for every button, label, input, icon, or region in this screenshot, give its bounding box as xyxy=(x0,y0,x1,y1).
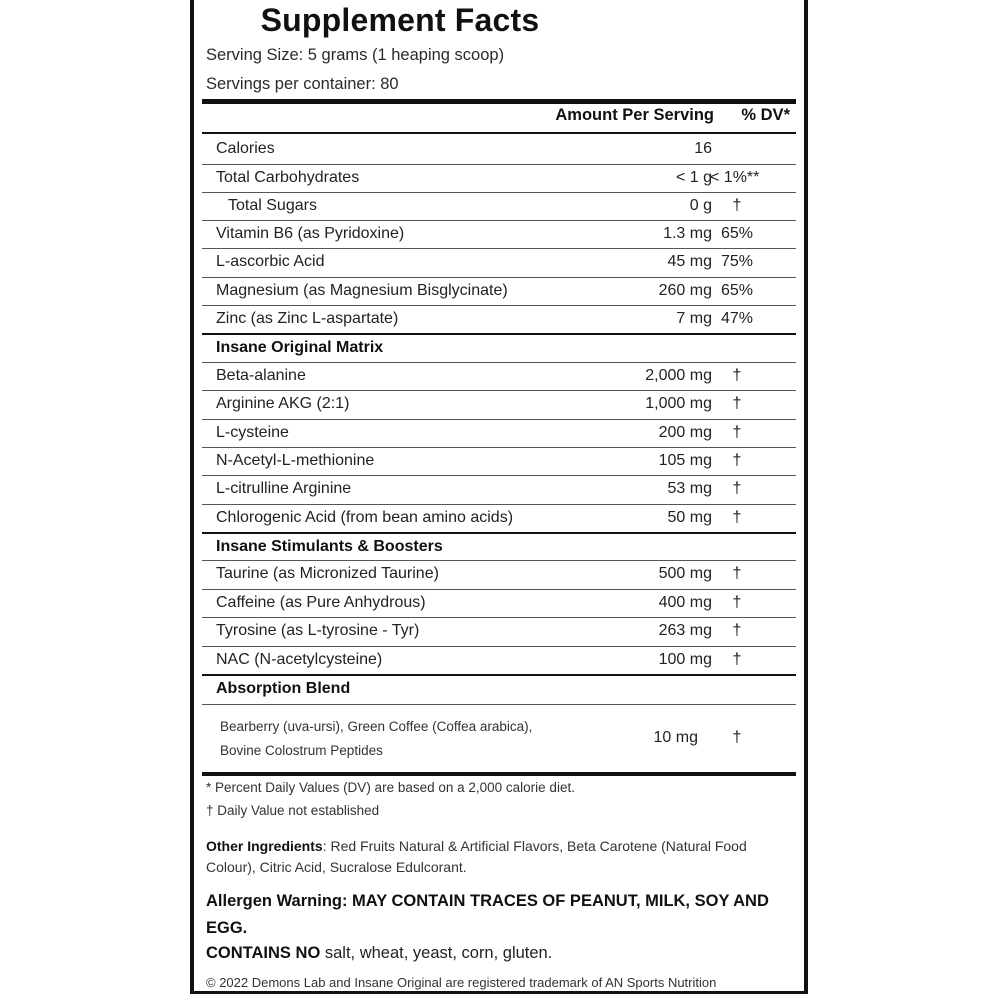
ingredient-name: Beta-alanine xyxy=(216,367,306,384)
ingredient-name: L-cysteine xyxy=(216,424,289,441)
table-row xyxy=(202,362,796,390)
nutrient-name: Total Sugars xyxy=(228,197,317,214)
nutrient-dv: † xyxy=(732,197,742,214)
absorption-ingredients-line-2: Bovine Colostrum Peptides xyxy=(220,743,383,758)
thick-divider xyxy=(202,99,796,104)
ingredient-amount: 50 mg xyxy=(667,509,712,526)
ingredient-amount: 105 mg xyxy=(658,452,712,469)
ingredient-amount: 200 mg xyxy=(658,424,712,441)
nutrient-name: L-ascorbic Acid xyxy=(216,253,325,270)
thick-divider-bottom xyxy=(202,772,796,776)
nutrient-name: Zinc (as Zinc L-aspartate) xyxy=(216,310,399,327)
ingredient-dv: † xyxy=(732,367,742,384)
table-row xyxy=(202,560,796,588)
footnote-daily-values: * Percent Daily Values (DV) are based on a 2,000 calorie diet. xyxy=(206,780,575,795)
nutrient-name: Magnesium (as Magnesium Bisglycinate) xyxy=(216,282,508,299)
serving-size: Serving Size: 5 grams (1 heaping scoop) xyxy=(206,46,505,64)
contains-no-label: CONTAINS NO xyxy=(206,944,321,962)
nutrient-amount: 16 xyxy=(694,140,712,157)
table-row xyxy=(202,192,796,220)
contains-no-text: salt, wheat, yeast, corn, gluten. xyxy=(320,944,553,962)
ingredient-name: Caffeine (as Pure Anhydrous) xyxy=(216,594,426,611)
allergen-warning: Allergen Warning: MAY CONTAIN TRACES OF PEANUT, MILK, SOY AND EGG. xyxy=(206,892,769,937)
ingredient-name: Taurine (as Micronized Taurine) xyxy=(216,565,439,582)
section-title: Absorption Blend xyxy=(216,680,351,697)
absorption-dv: † xyxy=(732,729,742,746)
table-row xyxy=(202,277,796,305)
nutrient-amount: 45 mg xyxy=(667,253,712,270)
nutrient-dv: 65% xyxy=(720,282,754,299)
table-row xyxy=(202,305,796,333)
ingredient-dv: † xyxy=(732,424,742,441)
ingredient-name: Tyrosine (as L-tyrosine - Tyr) xyxy=(216,622,420,639)
table-row xyxy=(202,617,796,645)
table-row xyxy=(202,475,796,503)
table-row xyxy=(202,646,796,674)
panel-title: Supplement Facts xyxy=(260,2,540,38)
amount-per-serving-header: Amount Per Serving xyxy=(555,106,714,124)
supplement-facts-panel xyxy=(190,0,808,994)
nutrient-dv: 75% xyxy=(720,253,754,270)
table-row xyxy=(202,589,796,617)
nutrient-amount: 260 mg xyxy=(658,282,712,299)
ingredient-amount: 263 mg xyxy=(658,622,712,639)
table-row xyxy=(202,136,796,164)
table-row xyxy=(202,504,796,532)
ingredient-amount: 500 mg xyxy=(658,565,712,582)
ingredient-amount: 400 mg xyxy=(658,594,712,611)
contains-no xyxy=(206,944,552,963)
table-row xyxy=(202,248,796,276)
nutrient-amount: 7 mg xyxy=(676,310,712,327)
nutrient-dv: < 1%** xyxy=(710,169,760,186)
other-ingredients-label: Other Ingredients xyxy=(206,838,323,854)
nutrient-amount: 0 g xyxy=(689,197,712,214)
ingredient-amount: 100 mg xyxy=(658,651,712,668)
ingredient-amount: 2,000 mg xyxy=(645,367,712,384)
ingredient-amount: 1,000 mg xyxy=(645,395,712,412)
ingredient-dv: † xyxy=(732,395,742,412)
section-header-stimulants xyxy=(202,532,796,560)
section-title: Insane Stimulants & Boosters xyxy=(216,538,443,555)
section-title: Insane Original Matrix xyxy=(216,339,384,356)
nutrient-name: Vitamin B6 (as Pyridoxine) xyxy=(216,225,405,242)
ingredient-name: Arginine AKG (2:1) xyxy=(216,395,350,412)
nutrient-name: Calories xyxy=(216,140,275,157)
ingredient-dv: † xyxy=(732,480,742,497)
absorption-ingredients-line-1: Bearberry (uva-ursi), Green Coffee (Coffea arabica), xyxy=(220,719,533,734)
table-row xyxy=(202,447,796,475)
daily-value-header: % DV* xyxy=(741,106,790,124)
nutrient-amount: < 1 g xyxy=(675,169,712,186)
nutrient-name: Total Carbohydrates xyxy=(216,169,360,186)
nutrient-dv: 47% xyxy=(720,310,754,327)
nutrient-amount: 1.3 mg xyxy=(663,225,712,242)
table-row xyxy=(202,164,796,192)
servings-per-container: Servings per container: 80 xyxy=(206,75,399,93)
section-header-absorption xyxy=(202,674,796,702)
ingredient-name: L-citrulline Arginine xyxy=(216,480,352,497)
nutrient-dv: 65% xyxy=(720,225,754,242)
copyright-notice: © 2022 Demons Lab and Insane Original are registered trademark of AN Sports Nutrition xyxy=(206,975,717,990)
other-ingredients-text: : Red Fruits Natural & Artificial Flavors, Beta Carotene (Natural Food Colour), Citric Acid, Sucralose Edulcorant. xyxy=(206,838,747,875)
table-row xyxy=(202,419,796,447)
footnote-dagger: † Daily Value not established xyxy=(206,803,380,818)
ingredient-dv: † xyxy=(732,651,742,668)
table-row xyxy=(202,390,796,418)
ingredient-name: NAC (N-acetylcysteine) xyxy=(216,651,383,668)
section-header-matrix xyxy=(202,333,796,361)
other-ingredients xyxy=(206,836,796,878)
ingredient-name: N-Acetyl-L-methionine xyxy=(216,452,375,469)
ingredient-dv: † xyxy=(732,565,742,582)
absorption-amount: 10 mg xyxy=(653,729,698,746)
header-divider xyxy=(202,132,796,134)
table-row xyxy=(202,220,796,248)
ingredient-dv: † xyxy=(732,452,742,469)
ingredient-dv: † xyxy=(732,594,742,611)
ingredient-amount: 53 mg xyxy=(667,480,712,497)
absorption-blend-row xyxy=(202,704,796,772)
ingredient-dv: † xyxy=(732,509,742,526)
ingredient-name: Chlorogenic Acid (from bean amino acids) xyxy=(216,509,514,526)
ingredient-dv: † xyxy=(732,622,742,639)
